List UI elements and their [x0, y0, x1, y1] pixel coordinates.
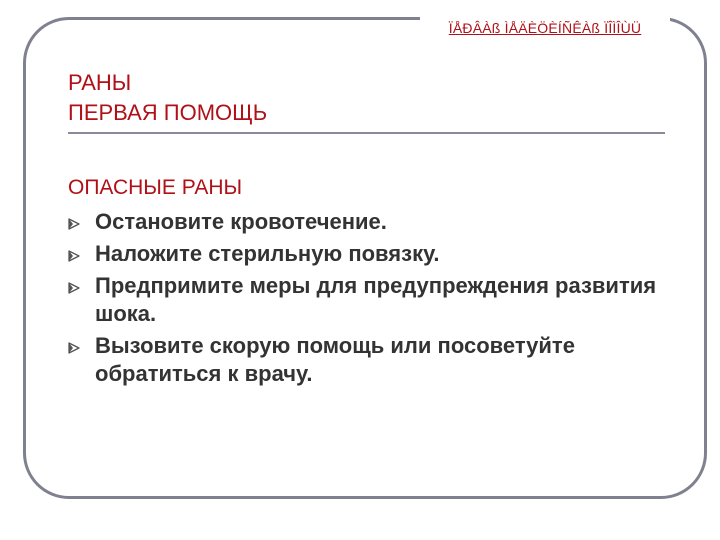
header-tag: ÏÅÐÂÀß ÌÅÄÈÖÈÍÑÊÀß ÏÎÌÎÙÜ	[420, 17, 670, 39]
bullet-item	[68, 208, 668, 236]
bullet-text: Предпримите меры для предупреждения развития шока.	[95, 273, 657, 326]
title-line-1: РАНЫ	[68, 70, 132, 95]
bullet-text: Остановите кровотечение.	[95, 209, 387, 234]
title-line-2: ПЕРВАЯ ПОМОЩЬ	[68, 100, 268, 125]
bullet-item	[68, 240, 668, 268]
arrowhead-right-icon	[68, 342, 80, 354]
bullet-text: Вызовите скорую помощь или посоветуйте обратиться к врачу.	[95, 333, 575, 386]
bullet-list	[68, 208, 668, 392]
slide-title	[68, 68, 267, 128]
arrowhead-right-icon	[68, 218, 80, 230]
bullet-item	[68, 272, 668, 328]
bullet-item	[68, 332, 668, 388]
arrowhead-right-icon	[68, 250, 80, 262]
title-divider	[68, 132, 665, 134]
bullet-text: Наложите стерильную повязку.	[95, 241, 440, 266]
section-heading: ОПАСНЫЕ РАНЫ	[68, 176, 243, 199]
arrowhead-right-icon	[68, 282, 80, 294]
